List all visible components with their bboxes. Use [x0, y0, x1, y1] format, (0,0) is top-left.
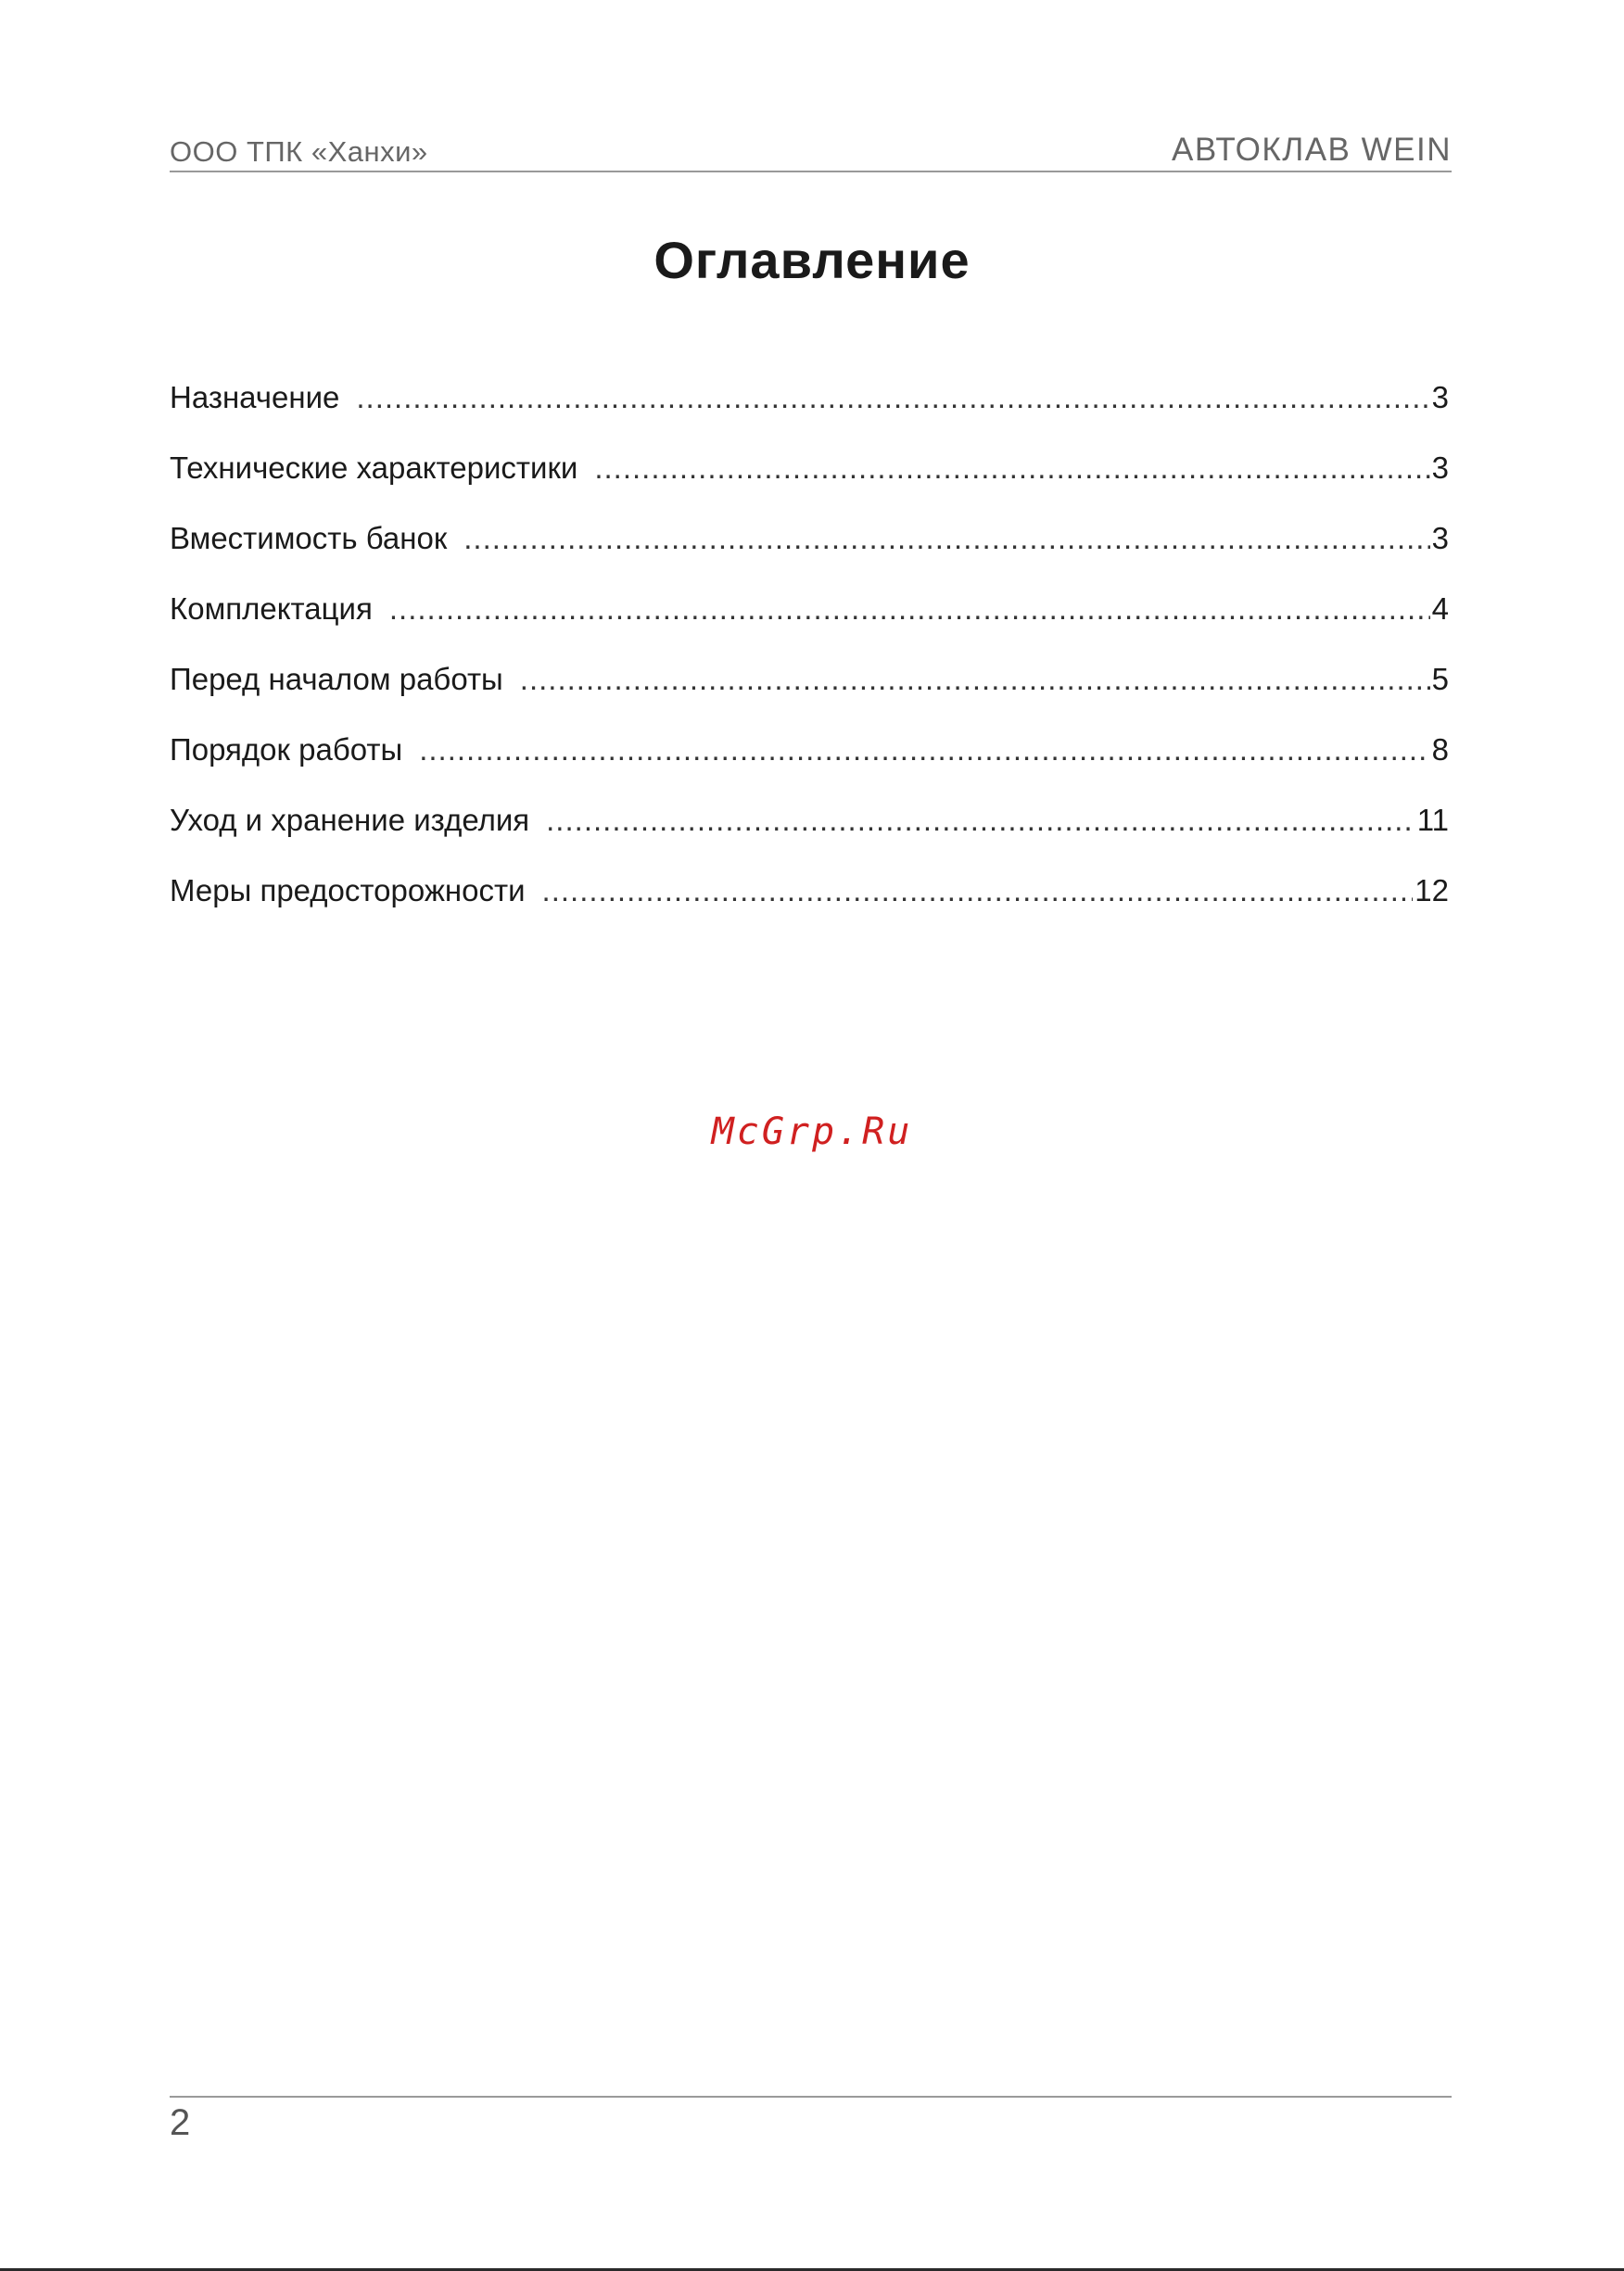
toc-item-label: Порядок работы	[170, 732, 403, 767]
toc-item[interactable]	[170, 662, 1449, 732]
page-header	[170, 122, 1452, 169]
page-number: 2	[170, 2102, 191, 2143]
toc-item-page: 3	[1431, 521, 1449, 555]
toc-item-label: Назначение	[170, 380, 340, 414]
watermark-text: McGrp.Ru	[711, 1110, 913, 1153]
toc-leader-dots	[389, 591, 1430, 627]
toc-leader-dots	[520, 662, 1430, 697]
toc-item[interactable]	[170, 803, 1449, 873]
toc-item[interactable]	[170, 380, 1449, 450]
toc-leader-dots	[546, 803, 1415, 838]
product-name: АВТОКЛАВ WEIN	[1171, 132, 1452, 168]
toc-leader-dots	[542, 873, 1414, 908]
toc-item-page: 12	[1415, 873, 1449, 907]
header-divider	[170, 171, 1452, 172]
toc-item[interactable]	[170, 521, 1449, 591]
toc-item-label: Уход и хранение изделия	[170, 803, 530, 837]
toc-item[interactable]	[170, 732, 1449, 803]
company-name: ООО ТПК «Ханхи»	[170, 135, 428, 168]
toc-item[interactable]	[170, 873, 1449, 944]
toc-item-page: 8	[1431, 732, 1449, 767]
toc-item-page: 5	[1431, 662, 1449, 696]
page-title: Оглавление	[653, 231, 971, 289]
toc-item[interactable]	[170, 591, 1449, 662]
toc-item-label: Технические характеристики	[170, 450, 578, 485]
toc-item-page: 3	[1431, 450, 1449, 485]
toc-leader-dots	[419, 732, 1429, 768]
toc-item-page: 11	[1416, 803, 1449, 837]
toc-leader-dots	[594, 450, 1429, 486]
toc-item-label: Комплектация	[170, 591, 373, 626]
table-of-contents	[170, 380, 1449, 944]
toc-leader-dots	[356, 380, 1429, 415]
toc-leader-dots	[463, 521, 1429, 556]
toc-item-label: Вместимость банок	[170, 521, 448, 555]
toc-item-label: Перед началом работы	[170, 662, 503, 696]
toc-item-label: Меры предосторожности	[170, 873, 526, 907]
toc-item[interactable]	[170, 450, 1449, 521]
footer-divider	[170, 2096, 1452, 2098]
toc-item-page: 4	[1431, 591, 1449, 626]
toc-item-page: 3	[1431, 380, 1449, 414]
